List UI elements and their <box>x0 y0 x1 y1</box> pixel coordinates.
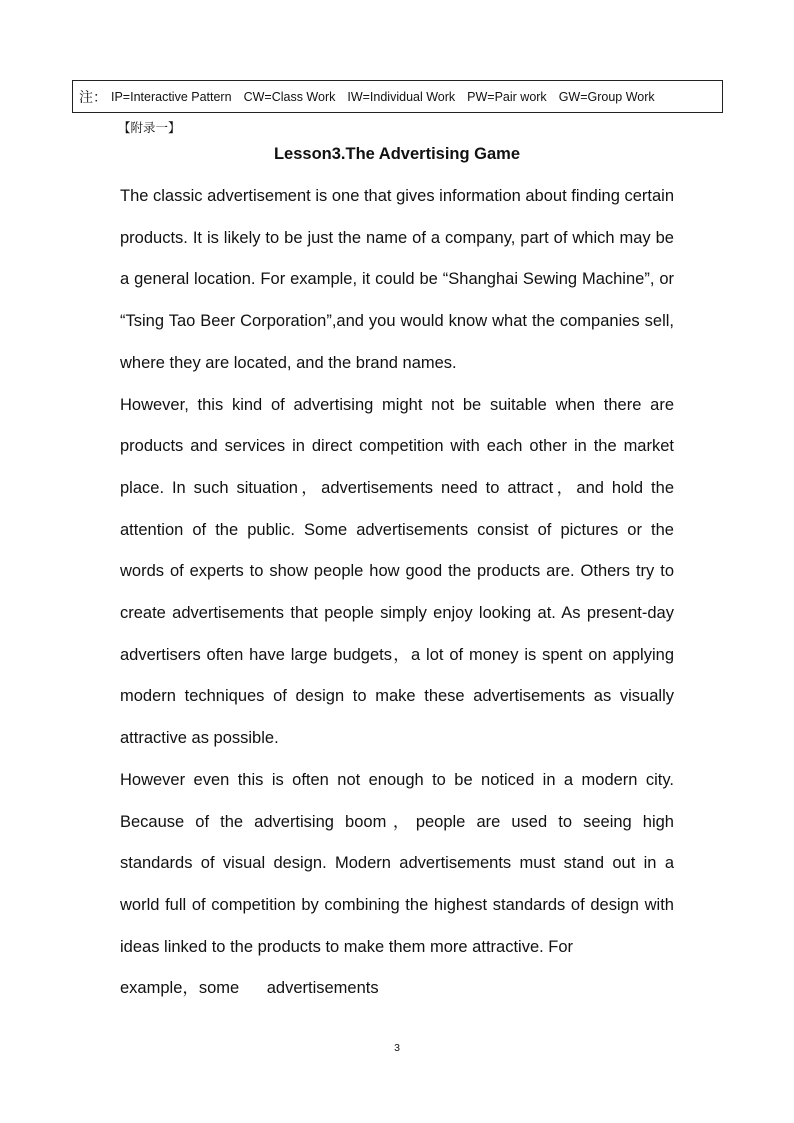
legend-note-box <box>72 80 723 113</box>
note-item-pw: PW=Pair work <box>467 89 547 104</box>
page-number: 3 <box>394 1042 400 1054</box>
lesson-body <box>120 176 674 1010</box>
paragraph-3-last-line: example，some advertisements <box>120 979 379 998</box>
paragraph-2: However, this kind of advertising might not be suitable when there are products and services in direct competition with each other in the market place. In such situation，advertisements need to attract，and hold the attention of the public. Some advertisements consist of pictures or the words of experts to show people how good the products are. Others try to create advertisements that people simply enjoy looking at. As present-day advertisers often have large budgets，a lot of money is spent on applying modern techniques of design to make these advertisements as visually attractive as possible. <box>120 395 674 748</box>
note-item-iw: IW=Individual Work <box>347 89 456 104</box>
appendix-label: 【附录一】 <box>118 120 181 135</box>
note-item-cw: CW=Class Work <box>243 89 336 104</box>
paragraph-3: However even this is often not enough to be noticed in a modern city. Because of the advertising boom，people are used to seeing high standards of visual design. Modern advertisements must stand out in a world full of competition by combining the highest standards of design with ideas linked to the products to make them more attractive. For <box>120 770 674 956</box>
note-prefix: 注： <box>79 89 107 106</box>
note-item-ip: IP=Interactive Pattern <box>111 89 232 104</box>
lesson-title: Lesson3.The Advertising Game <box>273 145 521 163</box>
paragraph-1: The classic advertisement is one that gives information about finding certain products. It is likely to be just the name of a company, part of which may be a general location. For example, it could be “Shanghai Sewing Machine”, or “Tsing Tao Beer Corporation”,and you would know what the companies sell, where they are located, and the brand names. <box>120 187 674 372</box>
note-item-gw: GW=Group Work <box>558 89 655 104</box>
